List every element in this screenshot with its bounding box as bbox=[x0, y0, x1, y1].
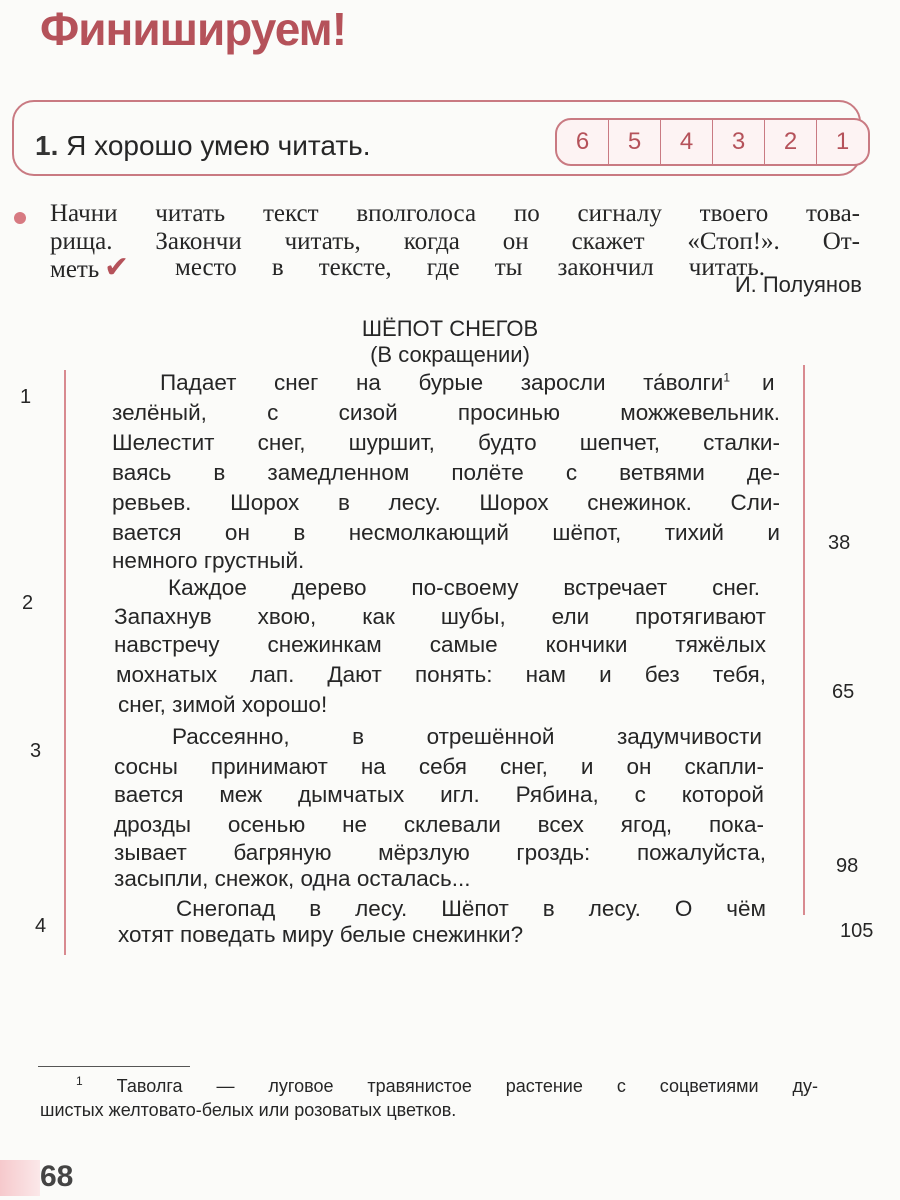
margin-line-left bbox=[64, 370, 66, 955]
word-count: 65 bbox=[832, 681, 855, 703]
story-line: зелёный, с сизой просинью можжевельник. bbox=[112, 400, 780, 425]
story-line: Рассеянно, в отрешённой задумчивости bbox=[172, 724, 762, 749]
task-text: Я хорошо умею читать. bbox=[66, 130, 371, 161]
story-subtitle: (В сокращении) bbox=[370, 342, 530, 367]
footnote-ref: 1 bbox=[723, 370, 730, 385]
story-line: зывает багряную мёрзлую гроздь: пожалуйста, bbox=[114, 840, 766, 865]
paragraph-number: 4 bbox=[35, 915, 47, 937]
story-line: сосны принимают на себя снег, и он скапли- bbox=[114, 754, 764, 779]
paragraph-number: 2 bbox=[22, 592, 34, 614]
footnote-rule bbox=[38, 1066, 190, 1067]
checkmark-icon: ✔ bbox=[104, 251, 130, 284]
story-line: Каждое дерево по-своему встречает снег. bbox=[168, 575, 760, 600]
story-line: ревьев. Шорох в лесу. Шорох снежинок. Сли- bbox=[112, 490, 780, 515]
story-line: хотят поведать миру белые снежинки? bbox=[118, 922, 524, 947]
story-title bbox=[0, 316, 900, 368]
rating-cell[interactable]: 2 bbox=[764, 120, 816, 164]
task-label bbox=[35, 130, 371, 162]
paragraph-number: 1 bbox=[20, 386, 32, 408]
story-line: вается он в несмолкающий шёпот, тихий и bbox=[112, 520, 780, 545]
story-line: ваясь в замедленном полёте с ветвями де- bbox=[112, 460, 780, 485]
bullet-icon bbox=[14, 212, 26, 224]
footnote-line: $^1$ Таволга — луговое травянистое растение с соцветиями ду- bbox=[76, 1074, 818, 1096]
word-count: 38 bbox=[828, 532, 851, 554]
section-title: Финишируем! bbox=[40, 3, 347, 55]
task-number: 1. bbox=[35, 130, 59, 161]
rating-cell[interactable]: 3 bbox=[712, 120, 764, 164]
instruction-line: меть bbox=[50, 256, 100, 283]
instruction-line: Начни читать текст вполголоса по сигналу твоего това- bbox=[50, 200, 860, 227]
story-line: Падает снег на бурые заросли та́волги$^1$ bbox=[160, 370, 730, 395]
rating-cell[interactable]: 6 bbox=[575, 128, 590, 155]
page-number: 68 bbox=[40, 1160, 74, 1193]
rating-cell[interactable]: 1 bbox=[816, 120, 868, 164]
margin-line-right bbox=[803, 365, 805, 915]
self-rating-scale bbox=[555, 118, 870, 166]
instruction-line: место в тексте, где ты закончил читать. bbox=[175, 254, 765, 281]
story-line: дрозды осенью не склевали всех ягод, пока- bbox=[114, 812, 764, 837]
author: И. Полуянов bbox=[734, 272, 862, 297]
story-title-text: ШЁПОТ СНЕГОВ bbox=[361, 316, 539, 341]
instruction-line: рища. Закончи читать, когда он скажет «Стоп!». От- bbox=[50, 228, 860, 255]
story-line: Снегопад в лесу. Шёпот в лесу. О чём bbox=[176, 896, 766, 921]
story-line: мохнатых лап. Дают понять: нам и без тебя, bbox=[116, 662, 766, 687]
rating-cell[interactable]: 5 bbox=[608, 120, 660, 164]
story-line: Запахнув хвою, как шубы, ели протягивают bbox=[114, 604, 766, 629]
rating-cell[interactable]: 4 bbox=[660, 120, 712, 164]
story-line: и bbox=[762, 370, 775, 395]
footnote-line: шистых желтовато-белых или розоватых цветков. bbox=[40, 1100, 457, 1120]
page-tab bbox=[0, 1160, 40, 1196]
story-line: немного грустный. bbox=[112, 548, 305, 573]
story-line: Шелестит снег, шуршит, будто шепчет, сталки- bbox=[112, 430, 780, 455]
story-line: вается меж дымчатых игл. Рябина, с которой bbox=[114, 782, 764, 807]
story-line: снег, зимой хорошо! bbox=[118, 692, 328, 717]
story-line: засыпли, снежок, одна осталась... bbox=[114, 866, 471, 891]
paragraph-number: 3 bbox=[30, 740, 42, 762]
story-line: навстречу снежинкам самые кончики тяжёлых bbox=[114, 632, 766, 657]
word-count: 105 bbox=[840, 920, 874, 942]
word-count: 98 bbox=[836, 855, 859, 877]
